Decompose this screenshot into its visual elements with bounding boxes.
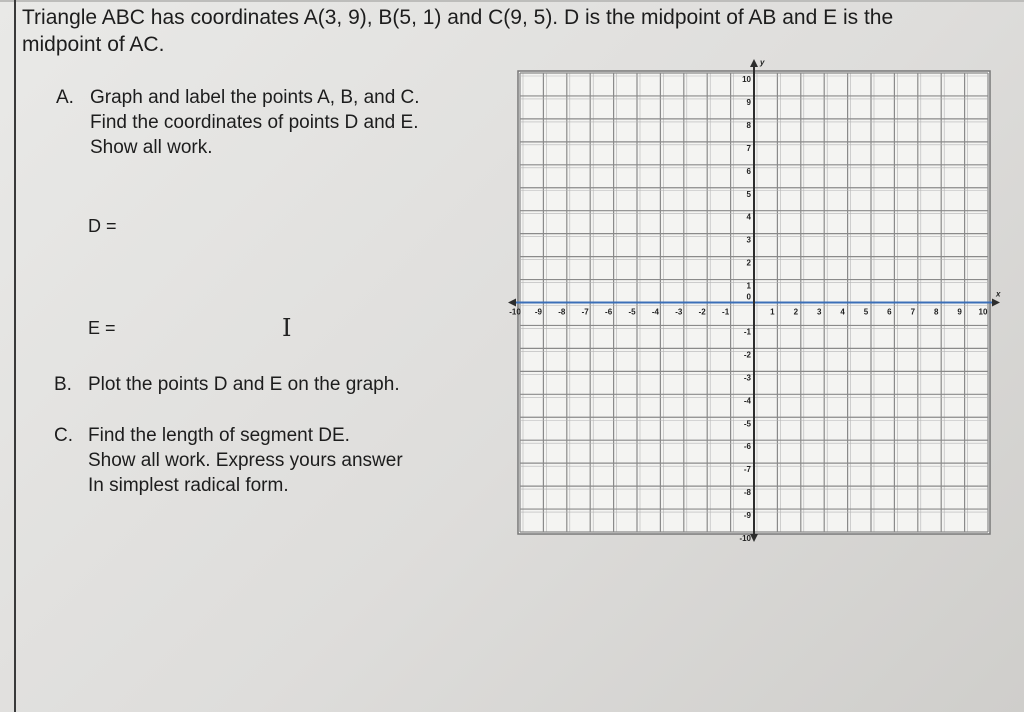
problem-line-1: Triangle ABC has coordinates A(3, 9), B(5, 1) and C(9, 5). D is the midpoint of AB and E is the: [22, 6, 894, 29]
y-axis-arrow-up: [750, 59, 758, 67]
x-tick-label: -2: [698, 307, 706, 317]
x-tick-label: 10: [978, 307, 988, 317]
y-tick-label: 0: [746, 292, 751, 302]
x-tick-label: -8: [558, 307, 566, 317]
y-tick-label: -1: [743, 327, 751, 337]
x-tick-label: -7: [581, 307, 589, 317]
part-a-line-3: Show all work.: [90, 137, 213, 158]
part-c-letter: C.: [54, 425, 73, 446]
y-tick-label: 3: [746, 235, 751, 245]
x-tick-label: 1: [770, 307, 775, 317]
y-tick-label: -9: [743, 511, 751, 521]
part-b-line-1: Plot the points D and E on the graph.: [88, 374, 400, 395]
y-tick-label: 5: [746, 189, 751, 199]
part-a-line-1: Graph and label the points A, B, and C.: [90, 87, 420, 108]
y-tick-label: 9: [746, 97, 751, 107]
y-axis-arrow-down: [750, 534, 758, 542]
x-axis-label: x: [996, 289, 1001, 299]
x-tick-label: -9: [534, 307, 542, 317]
x-tick-label: 5: [863, 307, 869, 317]
x-tick-label: -1: [722, 307, 730, 317]
x-tick-label: 8: [933, 307, 939, 317]
answer-e-label: E =: [88, 318, 116, 338]
x-axis-arrow-right: [992, 299, 1000, 307]
y-tick-label: 8: [746, 120, 751, 130]
x-axis-arrow-left: [508, 299, 516, 307]
x-tick-label: -5: [628, 307, 636, 317]
y-tick-label: -8: [743, 488, 751, 498]
part-c-line-2: Show all work. Express yours answer: [88, 450, 403, 471]
y-tick-label: -6: [743, 442, 751, 452]
x-tick-label: 9: [957, 307, 962, 317]
x-tick-label: 7: [910, 307, 916, 317]
x-tick-label: 4: [840, 307, 845, 317]
y-tick-label: 10: [742, 75, 751, 84]
y-tick-label: -3: [743, 373, 751, 383]
part-a-letter: A.: [56, 87, 74, 108]
x-tick-label: 2: [793, 307, 799, 317]
x-tick-label: -10: [509, 307, 521, 317]
part-c-line-3: In simplest radical form.: [88, 475, 289, 496]
y-tick-label: 4: [746, 212, 751, 222]
y-tick-label: -2: [743, 350, 751, 360]
y-tick-label: 2: [746, 258, 751, 268]
y-tick-label: 7: [746, 143, 751, 153]
part-a-line-2: Find the coordinates of points D and E.: [90, 112, 419, 133]
x-tick-label: -6: [605, 307, 613, 317]
y-tick-label: 6: [746, 166, 751, 176]
problem-line-2: midpoint of AC.: [22, 33, 165, 56]
y-tick-label: 1: [746, 281, 751, 291]
y-tick-label: -4: [743, 396, 751, 406]
y-axis-label: y: [760, 58, 765, 67]
answer-d-label: D =: [88, 216, 117, 236]
x-tick-label: 6: [887, 307, 892, 317]
y-tick-label: -5: [743, 419, 751, 429]
x-tick-label: -4: [651, 307, 659, 317]
y-tick-label: -7: [743, 465, 751, 475]
x-tick-label: -3: [675, 307, 683, 317]
y-tick-label: -10: [739, 534, 751, 543]
text-cursor-icon: I: [282, 314, 292, 342]
part-b-letter: B.: [54, 374, 72, 395]
x-tick-label: 3: [816, 307, 822, 317]
part-c-line-1: Find the length of segment DE.: [88, 425, 350, 446]
